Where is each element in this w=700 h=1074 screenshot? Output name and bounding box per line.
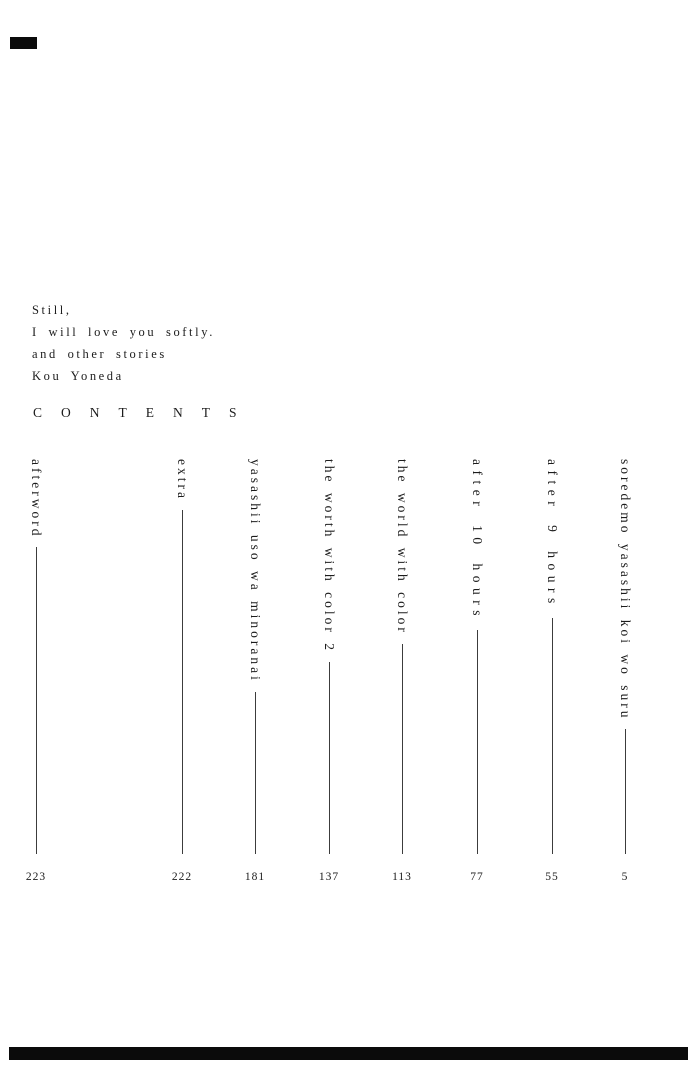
toc-entry-after-9-hours (532, 459, 572, 883)
toc-page-number: 5 (621, 870, 629, 883)
book-author: Kou Yoneda (32, 369, 124, 383)
toc-entry-title: yasashii uso wa minoranai (248, 459, 263, 683)
toc-entry-title: soredemo yasashii koi wo suru (618, 459, 633, 721)
toc-entry-soredemo (605, 459, 645, 883)
toc-page-number: 222 (171, 870, 193, 883)
toc-leader-line (36, 547, 37, 853)
book-title-line-3: and other stories (32, 347, 167, 361)
toc-page-number: 55 (545, 870, 559, 883)
toc-leader-line (625, 729, 626, 853)
toc-entry-title: the world with color (395, 459, 410, 635)
toc-leader-line (255, 692, 256, 854)
toc-leader-line (329, 662, 330, 854)
toc-leader-line (477, 630, 478, 854)
toc-leader-line (552, 618, 553, 854)
toc-entry-afterword (16, 459, 56, 883)
book-title-block (32, 299, 215, 387)
scan-mark-bottom (9, 1047, 688, 1060)
toc-entry-title: the worth with color 2 (322, 459, 337, 653)
scan-mark-top (10, 37, 37, 49)
toc-entry-extra (162, 459, 202, 883)
toc-entry-title: after 10 hours (470, 459, 485, 621)
toc-page-number: 181 (244, 870, 266, 883)
toc-page-number: 223 (25, 870, 47, 883)
book-title-line-1: Still, (32, 303, 72, 317)
toc-page-number: 77 (470, 870, 484, 883)
toc-page-number: 113 (392, 870, 412, 883)
toc-entry-worth-with-color-2 (309, 459, 349, 883)
toc-entry-title: extra (175, 459, 190, 501)
toc-entry-world-with-color (382, 459, 422, 883)
toc-leader-line (402, 644, 403, 854)
toc-page-number: 137 (318, 870, 340, 883)
contents-heading: CONTENTS (33, 405, 256, 420)
toc-entry-after-10-hours (457, 459, 497, 883)
book-title-line-2: I will love you softly. (32, 325, 215, 339)
toc-entry-title: afterword (29, 459, 44, 539)
toc-entry-yasashii-uso (235, 459, 275, 883)
toc-entry-title: after 9 hours (545, 459, 560, 609)
toc-leader-line (182, 510, 183, 854)
